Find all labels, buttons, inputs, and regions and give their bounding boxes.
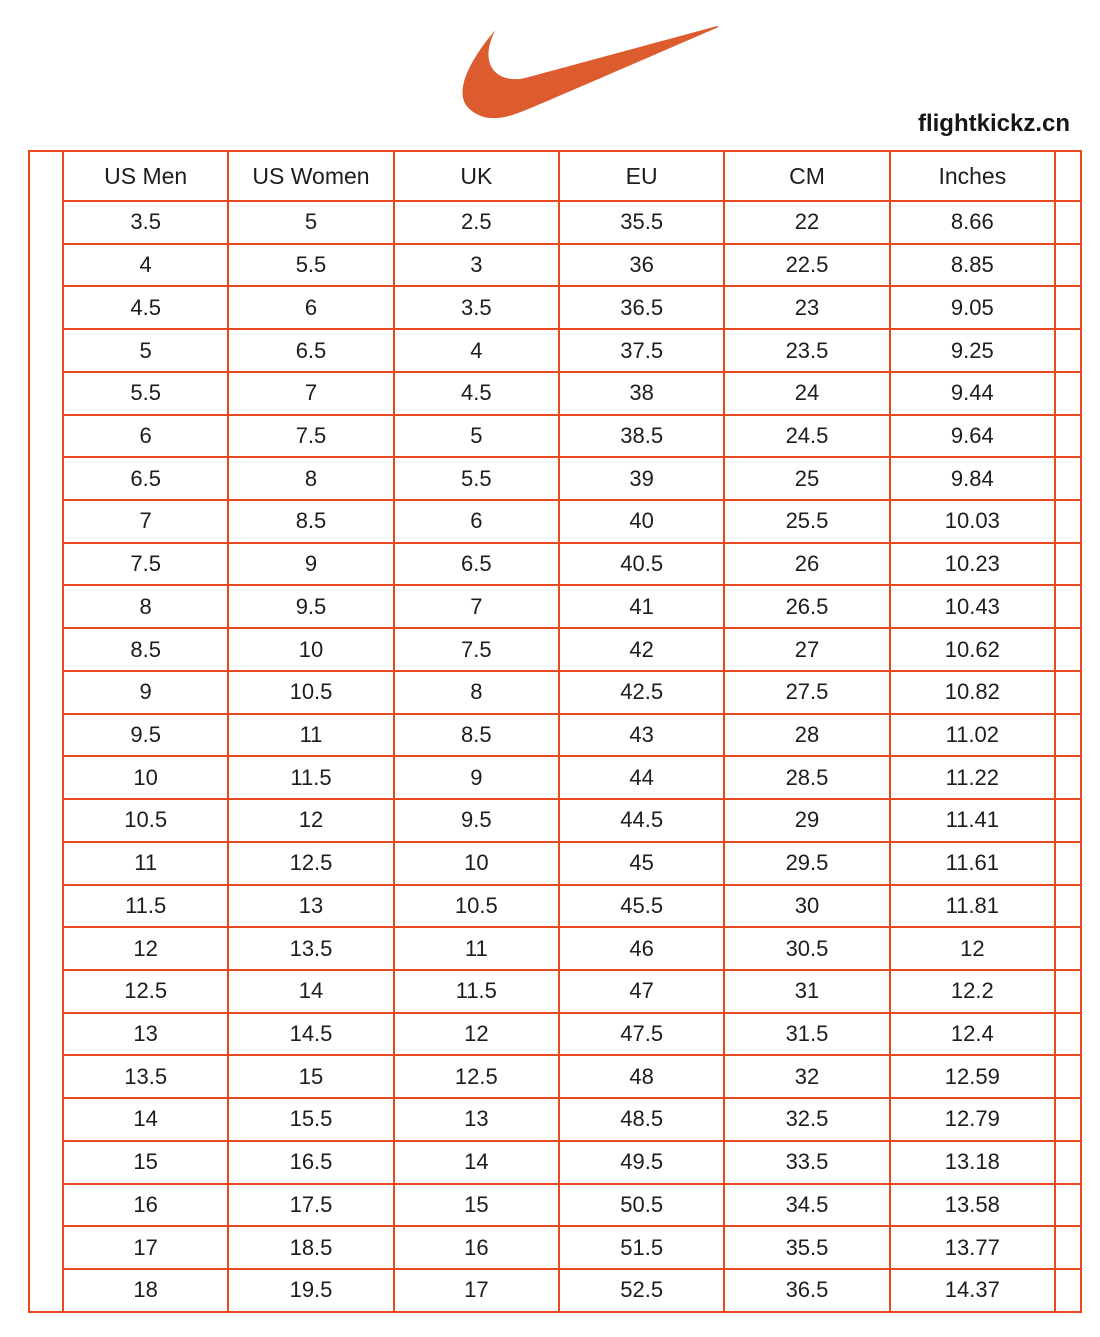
size-cell: 40.5 (559, 543, 724, 586)
size-cell: 14.37 (890, 1269, 1055, 1312)
size-cell: 17.5 (228, 1184, 393, 1227)
size-cell: 6 (63, 415, 228, 458)
size-cell: 8.5 (63, 628, 228, 671)
size-cell: 12 (63, 927, 228, 970)
table-row (29, 244, 1081, 287)
left-accent-bar (29, 151, 63, 1312)
size-cell: 8.85 (890, 244, 1055, 287)
table-row (29, 970, 1081, 1013)
right-accent-bar-segment (1055, 1098, 1081, 1141)
size-cell: 38.5 (559, 415, 724, 458)
size-cell: 15 (228, 1055, 393, 1098)
size-cell: 7.5 (228, 415, 393, 458)
size-cell: 4.5 (63, 286, 228, 329)
size-table-body (29, 151, 1081, 1312)
table-row (29, 885, 1081, 928)
size-cell: 13.77 (890, 1226, 1055, 1269)
column-header-us-women: US Women (228, 151, 393, 201)
nike-swoosh-icon (453, 26, 727, 122)
table-row (29, 329, 1081, 372)
size-cell: 8 (228, 457, 393, 500)
size-cell: 23.5 (724, 329, 889, 372)
size-cell: 11.41 (890, 799, 1055, 842)
size-cell: 10.5 (63, 799, 228, 842)
size-cell: 30 (724, 885, 889, 928)
size-cell: 9.05 (890, 286, 1055, 329)
right-accent-bar-segment (1055, 671, 1081, 714)
size-cell: 35.5 (724, 1226, 889, 1269)
table-row (29, 799, 1081, 842)
right-accent-bar-segment (1055, 927, 1081, 970)
table-row (29, 415, 1081, 458)
right-accent-bar-segment (1055, 970, 1081, 1013)
size-cell: 10.5 (228, 671, 393, 714)
size-cell: 12.79 (890, 1098, 1055, 1141)
size-cell: 48 (559, 1055, 724, 1098)
size-cell: 14 (228, 970, 393, 1013)
size-cell: 42 (559, 628, 724, 671)
size-cell: 12.5 (228, 842, 393, 885)
size-cell: 41 (559, 585, 724, 628)
table-row (29, 286, 1081, 329)
size-cell: 10.82 (890, 671, 1055, 714)
size-cell: 11.02 (890, 714, 1055, 757)
table-row (29, 1055, 1081, 1098)
size-cell: 14 (394, 1141, 559, 1184)
size-cell: 27 (724, 628, 889, 671)
size-cell: 9.44 (890, 372, 1055, 415)
size-cell: 3.5 (394, 286, 559, 329)
size-cell: 6.5 (228, 329, 393, 372)
size-cell: 7.5 (63, 543, 228, 586)
size-cell: 9.5 (394, 799, 559, 842)
size-cell: 9.64 (890, 415, 1055, 458)
size-cell: 11 (394, 927, 559, 970)
table-row (29, 714, 1081, 757)
right-accent-bar-segment (1055, 1269, 1081, 1312)
size-cell: 33.5 (724, 1141, 889, 1184)
right-accent-bar-segment (1055, 756, 1081, 799)
size-cell: 28.5 (724, 756, 889, 799)
size-cell: 8.5 (394, 714, 559, 757)
size-cell: 16 (63, 1184, 228, 1227)
right-accent-bar-segment (1055, 500, 1081, 543)
right-accent-bar-segment (1055, 799, 1081, 842)
size-cell: 10.03 (890, 500, 1055, 543)
size-cell: 11 (63, 842, 228, 885)
size-cell: 11 (228, 714, 393, 757)
table-row (29, 628, 1081, 671)
size-cell: 11.5 (228, 756, 393, 799)
size-cell: 9 (394, 756, 559, 799)
size-cell: 8.5 (228, 500, 393, 543)
size-cell: 6 (394, 500, 559, 543)
size-cell: 39 (559, 457, 724, 500)
size-cell: 5 (228, 201, 393, 244)
size-cell: 13 (394, 1098, 559, 1141)
size-cell: 5.5 (63, 372, 228, 415)
size-cell: 18.5 (228, 1226, 393, 1269)
column-header-eu: EU (559, 151, 724, 201)
size-cell: 12 (394, 1013, 559, 1056)
size-cell: 37.5 (559, 329, 724, 372)
column-header-inches: Inches (890, 151, 1055, 201)
size-cell: 11.5 (63, 885, 228, 928)
size-cell: 32 (724, 1055, 889, 1098)
size-cell: 19.5 (228, 1269, 393, 1312)
table-row (29, 543, 1081, 586)
right-accent-bar-segment (1055, 543, 1081, 586)
right-accent-bar-segment (1055, 1055, 1081, 1098)
size-cell: 16.5 (228, 1141, 393, 1184)
size-cell: 8 (394, 671, 559, 714)
size-cell: 5.5 (228, 244, 393, 287)
size-cell: 25 (724, 457, 889, 500)
right-accent-bar-segment (1055, 415, 1081, 458)
size-cell: 15 (63, 1141, 228, 1184)
right-accent-bar-segment (1055, 1226, 1081, 1269)
size-cell: 24.5 (724, 415, 889, 458)
size-cell: 23 (724, 286, 889, 329)
size-cell: 17 (63, 1226, 228, 1269)
size-cell: 5.5 (394, 457, 559, 500)
size-cell: 10 (228, 628, 393, 671)
size-cell: 18 (63, 1269, 228, 1312)
size-cell: 11.61 (890, 842, 1055, 885)
size-cell: 32.5 (724, 1098, 889, 1141)
table-row (29, 457, 1081, 500)
size-cell: 47 (559, 970, 724, 1013)
size-cell: 10.62 (890, 628, 1055, 671)
size-cell: 11.81 (890, 885, 1055, 928)
size-cell: 8.66 (890, 201, 1055, 244)
size-cell: 12.59 (890, 1055, 1055, 1098)
size-cell: 3.5 (63, 201, 228, 244)
size-cell: 3 (394, 244, 559, 287)
table-row (29, 927, 1081, 970)
size-cell: 10.5 (394, 885, 559, 928)
size-cell: 9.5 (228, 585, 393, 628)
size-cell: 10.43 (890, 585, 1055, 628)
size-cell: 12.5 (63, 970, 228, 1013)
size-cell: 10 (63, 756, 228, 799)
size-cell: 47.5 (559, 1013, 724, 1056)
size-cell: 16 (394, 1226, 559, 1269)
size-cell: 45.5 (559, 885, 724, 928)
header-row (29, 151, 1081, 201)
size-cell: 17 (394, 1269, 559, 1312)
size-cell: 9 (228, 543, 393, 586)
size-cell: 30.5 (724, 927, 889, 970)
size-cell: 26 (724, 543, 889, 586)
table-row (29, 585, 1081, 628)
size-cell: 12 (890, 927, 1055, 970)
size-cell: 9.25 (890, 329, 1055, 372)
right-accent-bar-segment (1055, 244, 1081, 287)
size-cell: 8 (63, 585, 228, 628)
size-cell: 7 (394, 585, 559, 628)
size-cell: 45 (559, 842, 724, 885)
size-cell: 6 (228, 286, 393, 329)
size-cell: 24 (724, 372, 889, 415)
table-row (29, 1098, 1081, 1141)
table-row (29, 671, 1081, 714)
size-cell: 34.5 (724, 1184, 889, 1227)
size-cell: 52.5 (559, 1269, 724, 1312)
size-cell: 5 (63, 329, 228, 372)
size-table (28, 150, 1082, 1313)
table-row (29, 500, 1081, 543)
size-cell: 7 (228, 372, 393, 415)
size-cell: 4 (63, 244, 228, 287)
size-cell: 12.4 (890, 1013, 1055, 1056)
right-accent-bar-segment (1055, 151, 1081, 201)
right-accent-bar-segment (1055, 1184, 1081, 1227)
size-cell: 29.5 (724, 842, 889, 885)
right-accent-bar-segment (1055, 1141, 1081, 1184)
size-cell: 46 (559, 927, 724, 970)
size-cell: 13.5 (228, 927, 393, 970)
size-cell: 25.5 (724, 500, 889, 543)
size-cell: 13.58 (890, 1184, 1055, 1227)
size-cell: 9 (63, 671, 228, 714)
table-row (29, 201, 1081, 244)
size-cell: 13 (63, 1013, 228, 1056)
right-accent-bar-segment (1055, 714, 1081, 757)
size-cell: 12.2 (890, 970, 1055, 1013)
size-cell: 11.22 (890, 756, 1055, 799)
size-cell: 44 (559, 756, 724, 799)
size-cell: 6.5 (63, 457, 228, 500)
table-row (29, 1141, 1081, 1184)
size-cell: 48.5 (559, 1098, 724, 1141)
size-cell: 11.5 (394, 970, 559, 1013)
table-row (29, 842, 1081, 885)
column-header-us-men: US Men (63, 151, 228, 201)
size-cell: 5 (394, 415, 559, 458)
size-cell: 13.5 (63, 1055, 228, 1098)
size-cell: 2.5 (394, 201, 559, 244)
size-cell: 4.5 (394, 372, 559, 415)
size-cell: 13 (228, 885, 393, 928)
right-accent-bar-segment (1055, 201, 1081, 244)
size-cell: 26.5 (724, 585, 889, 628)
column-header-uk: UK (394, 151, 559, 201)
size-cell: 36 (559, 244, 724, 287)
right-accent-bar-segment (1055, 842, 1081, 885)
table-row (29, 756, 1081, 799)
table-row (29, 1184, 1081, 1227)
size-cell: 14.5 (228, 1013, 393, 1056)
size-cell: 14 (63, 1098, 228, 1141)
right-accent-bar-segment (1055, 885, 1081, 928)
size-cell: 10 (394, 842, 559, 885)
size-cell: 10.23 (890, 543, 1055, 586)
size-cell: 15.5 (228, 1098, 393, 1141)
size-cell: 22.5 (724, 244, 889, 287)
table-row (29, 1269, 1081, 1312)
size-cell: 6.5 (394, 543, 559, 586)
size-cell: 15 (394, 1184, 559, 1227)
right-accent-bar-segment (1055, 1013, 1081, 1056)
size-cell: 12.5 (394, 1055, 559, 1098)
size-cell: 22 (724, 201, 889, 244)
watermark-text: flightkickz.cn (917, 110, 1070, 137)
size-cell: 44.5 (559, 799, 724, 842)
size-cell: 12 (228, 799, 393, 842)
right-accent-bar-segment (1055, 329, 1081, 372)
size-cell: 49.5 (559, 1141, 724, 1184)
table-row (29, 1013, 1081, 1056)
size-cell: 35.5 (559, 201, 724, 244)
size-cell: 13.18 (890, 1141, 1055, 1184)
size-cell: 31 (724, 970, 889, 1013)
right-accent-bar-segment (1055, 585, 1081, 628)
size-cell: 40 (559, 500, 724, 543)
size-cell: 36.5 (559, 286, 724, 329)
size-cell: 4 (394, 329, 559, 372)
size-cell: 42.5 (559, 671, 724, 714)
right-accent-bar-segment (1055, 628, 1081, 671)
size-cell: 9.5 (63, 714, 228, 757)
size-cell: 7 (63, 500, 228, 543)
size-cell: 29 (724, 799, 889, 842)
table-row (29, 1226, 1081, 1269)
right-accent-bar-segment (1055, 286, 1081, 329)
size-cell: 28 (724, 714, 889, 757)
column-header-cm: CM (724, 151, 889, 201)
size-cell: 7.5 (394, 628, 559, 671)
right-accent-bar-segment (1055, 372, 1081, 415)
size-cell: 9.84 (890, 457, 1055, 500)
size-cell: 51.5 (559, 1226, 724, 1269)
size-cell: 31.5 (724, 1013, 889, 1056)
size-cell: 38 (559, 372, 724, 415)
right-accent-bar-segment (1055, 457, 1081, 500)
size-chart-frame (28, 150, 1082, 1313)
table-row (29, 372, 1081, 415)
size-cell: 27.5 (724, 671, 889, 714)
size-cell: 36.5 (724, 1269, 889, 1312)
size-cell: 43 (559, 714, 724, 757)
size-cell: 50.5 (559, 1184, 724, 1227)
